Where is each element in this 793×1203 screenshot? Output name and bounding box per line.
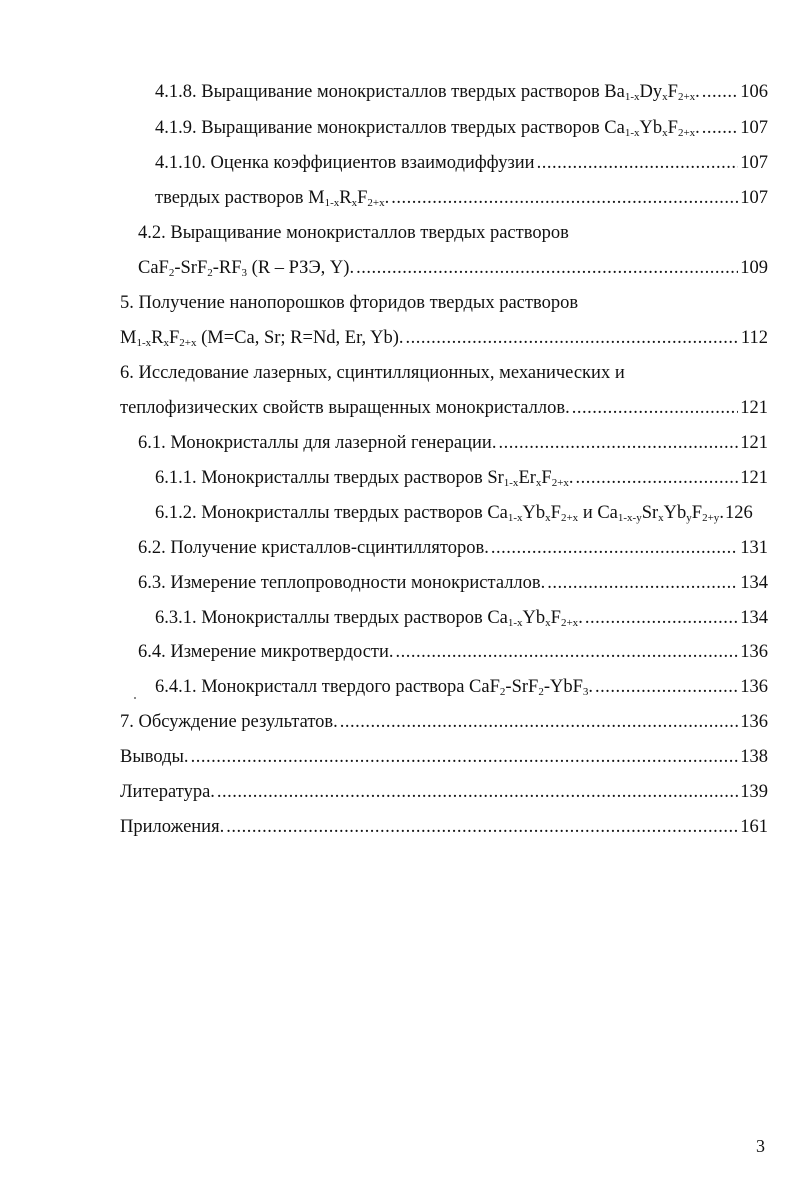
toc-entry-title: 6.3. Измерение теплопроводности монокристаллов. [138, 573, 546, 593]
toc-entry-page: 134 [740, 573, 768, 593]
toc-entry-5 [120, 288, 768, 318]
dot-leader [217, 777, 738, 807]
toc-entry-page: 107 [740, 153, 768, 173]
toc-entry-title: 4.2. Выращивание монокристаллов твердых растворов [138, 223, 569, 243]
dot-leader [537, 148, 739, 178]
toc-entry-4-1-8 [155, 77, 768, 107]
toc-entry-6-3-1 [155, 603, 768, 633]
dot-leader [340, 707, 738, 737]
dot-leader [491, 533, 738, 563]
toc-entry-page: 112 [740, 328, 768, 348]
toc-entry-page: 136 [740, 712, 768, 732]
toc-entry-title: Выводы. [120, 747, 189, 767]
toc-entry-6-3 [138, 568, 768, 598]
toc-entry-title: твердых растворов $M_{1-x}R_xF_{2+x}$. [155, 188, 390, 209]
toc-entry-page: 134 [740, 608, 768, 628]
dot-leader [547, 568, 738, 598]
toc-entry-page: 107 [740, 118, 768, 138]
toc-entry-title: теплофизических свойств выращенных монокристаллов. [120, 398, 570, 418]
dot-leader [572, 393, 738, 423]
toc-entry-6-1-1 [155, 463, 768, 493]
toc-entry-title: 6.3.1. Монокристаллы твердых растворов $Ca_{1-x}Yb_xF_{2+x}$. [155, 608, 583, 629]
dot-leader [702, 77, 738, 107]
toc-entry-page: 126 [724, 503, 753, 523]
toc-entry-6 [120, 358, 768, 388]
dot-leader [576, 463, 739, 493]
dot-leader [405, 323, 738, 353]
toc-entry-6-1 [138, 428, 768, 458]
toc-entry-page: 121 [740, 398, 768, 418]
toc-entry-page: 121 [740, 433, 768, 453]
toc-entry-page: 139 [740, 782, 768, 802]
dot-leader [585, 603, 738, 633]
toc-entry-4-2-cont [138, 253, 768, 283]
dot-leader [498, 428, 738, 458]
toc-entry-title: $CaF_2-SrF_2-RF_3$ (R – РЗЭ, Y). [138, 258, 355, 279]
toc-entry-references [120, 777, 768, 807]
toc-entry-6-cont [120, 393, 768, 423]
dot-leader [595, 672, 738, 702]
toc-entry-6-4 [138, 637, 768, 667]
toc-entry-title: 4.1.9. Выращивание монокристаллов твердых растворов $Ca_{1-x}Yb_xF_{2+x}$. [155, 118, 700, 139]
dot-leader [191, 742, 739, 772]
toc-entry-4-2 [138, 218, 768, 248]
toc-entry-conclusions [120, 742, 768, 772]
toc-entry-title: Приложения. [120, 817, 225, 837]
toc-entry-title: 4.1.10. Оценка коэффициентов взаимодиффузии [155, 153, 535, 173]
toc-entry-title: 5. Получение нанопорошков фторидов твердых растворов [120, 293, 579, 313]
toc-entry-page: 131 [740, 538, 768, 558]
dot-leader [226, 812, 738, 842]
toc-entry-appendices [120, 812, 768, 842]
toc-entry-title: 6.4.1. Монокристалл твердого раствора CaF$_2$-SrF$_2$-YbF$_3$. [155, 677, 593, 698]
toc-entry-4-1-10-cont [155, 183, 768, 213]
page-number: 3 [756, 1136, 765, 1156]
toc-entry-title: $M_{1-x}R_xF_{2+x}$ (M=Ca, Sr; R=Nd, Er, Yb). [120, 328, 404, 349]
toc-entry-title: 4.1.8. Выращивание монокристаллов твердых растворов $Ba_{1-x}Dy_xF_{2+x}$. [155, 82, 700, 103]
toc-entry-title: 6.2. Получение кристаллов-сцинтилляторов. [138, 538, 489, 558]
toc-entry-page: 106 [740, 82, 768, 102]
toc-entry-page: 136 [740, 677, 768, 697]
dot-leader [396, 637, 739, 667]
toc-entry-7 [120, 707, 768, 737]
toc-entry-title: 6.1. Монокристаллы для лазерной генерации. [138, 433, 497, 453]
toc-entry-page: 107 [740, 188, 768, 208]
toc-entry-title: 6.4. Измерение микротвердости. [138, 642, 394, 662]
dot-leader [702, 113, 738, 143]
toc-entry-title: 7. Обсуждение результатов. [120, 712, 338, 732]
toc-entry-page: 161 [740, 817, 768, 837]
dot-leader [356, 253, 738, 283]
toc-entry-6-1-2 [155, 498, 768, 528]
toc-entry-page: 138 [740, 747, 768, 767]
toc-entry-title: Литература. [120, 782, 215, 802]
toc-entry-title: 6.1.2. Монокристаллы твердых растворов $Ca_{1-x}Yb_xF_{2+x}$ и $Ca_{1-x-y}Sr_xYb_yF_{2+y}$. [155, 503, 724, 524]
toc-entry-4-1-10 [155, 148, 768, 178]
toc-entry-title: 6. Исследование лазерных, сцинтилляционных, механических и [120, 363, 625, 383]
toc-entry-page: 136 [740, 642, 768, 662]
toc-entry-6-4-1 [155, 672, 768, 702]
toc-entry-title: 6.1.1. Монокристаллы твердых растворов $Sr_{1-x}Er_xF_{2+x}$. [155, 468, 574, 489]
toc-entry-page: 109 [740, 258, 768, 278]
toc-entry-6-2 [138, 533, 768, 563]
toc-entry-4-1-9 [155, 113, 768, 143]
dot-leader [391, 183, 738, 213]
toc-entry-page: 121 [740, 468, 768, 488]
scan-speck [134, 697, 136, 699]
toc-entry-5-cont [120, 323, 768, 353]
